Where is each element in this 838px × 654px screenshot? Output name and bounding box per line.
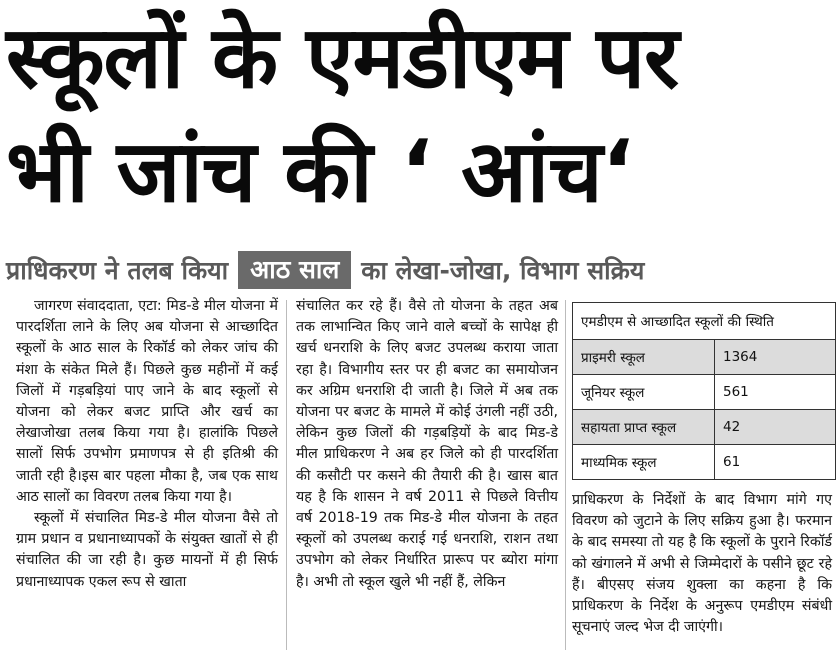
table-cell-value: 42 xyxy=(715,410,836,445)
headline-line-1: स्कूलों के एमडीएम पर xyxy=(6,8,679,108)
table-row xyxy=(573,445,836,480)
article-column-2 xyxy=(296,296,558,593)
table-cell-label: प्राइमरी स्कूल xyxy=(573,340,715,375)
column1-paragraph-2: स्कूलों में संचालित मिड-डे मील योजना वैसे तो ग्राम प्रधान व प्रधानाध्यापकों के संयुक्त खातों से ही संचालित की जा रही है। कुछ मायनों में ही सिर्फ प्रधानाध्यापक एकल रूप से खाता xyxy=(16,510,278,590)
school-status-table xyxy=(572,302,836,480)
subheadline-after: का लेखा-जोखा, विभाग सक्रिय xyxy=(361,256,645,285)
column3-paragraph: प्राधिकरण के निर्देशों के बाद विभाग मांगे गए विवरण को जुटाने के लिए सक्रिय हुआ है। फरमान के बाद समस्या तो यह है कि स्कूलों के पुराने रिकॉर्ड को खंगालने में अभी से जिम्मेदारों के पसीने छूट रहे हैं। बीएसए संजय शुक्ला का कहना है कि प्राधिकरण के निर्देश के अनुरूप एमडीएम संबंधी सूचनाएं जल्द भेज दी जाएंगी। xyxy=(572,492,832,636)
subheadline-before: प्राधिकरण ने तलब किया xyxy=(6,256,229,285)
table-header-row xyxy=(573,303,836,340)
table-row xyxy=(573,375,836,410)
subheadline xyxy=(6,250,832,290)
article-column-3 xyxy=(572,490,832,638)
table-cell-value: 1364 xyxy=(715,340,836,375)
table-cell-value: 561 xyxy=(715,375,836,410)
headline-line-2: भी जांच की ‘ आंच‘ xyxy=(6,122,634,222)
column-divider xyxy=(286,300,287,650)
table-cell-label: जूनियर स्कूल xyxy=(573,375,715,410)
table-cell-label: माध्यमिक स्कूल xyxy=(573,445,715,480)
subheadline-highlight: आठ साल xyxy=(238,251,351,289)
table-row xyxy=(573,410,836,445)
column-divider xyxy=(565,300,566,650)
table-row xyxy=(573,340,836,375)
article-column-1 xyxy=(16,296,278,593)
table-cell-label: सहायता प्राप्त स्कूल xyxy=(573,410,715,445)
column1-paragraph-1: जागरण संवाददाता, एटा: मिड-डे मील योजना में पारदर्शिता लाने के लिए अब योजना से आच्छादित स्कूलों के आठ साल के रिकॉर्ड को लेकर जांच की मंशा के संकेत मिले हैं। पिछले कुछ महीनों में कई जिलों में गड़बड़ियां पाए जाने के बाद स्कूलों से योजना को लेकर बजट प्राप्ति और खर्च का लेखाजोखा तलब किया गया है। हालांकि पिछले सालों सिर्फ उपभोग प्रमाणपत्र से ही इतिश्री की जाती रही है।इस बार पहला मौका है, जब एक साथ आठ सालों का विवरण तलब किया गया है। xyxy=(16,298,278,505)
column2-paragraph: संचालित कर रहे हैं। वैसे तो योजना के तहत अब तक लाभान्वित किए जाने वाले बच्चों के सापेक्ष ही खर्च धनराशि के लिए बजट उपलब्ध कराया जाता रहा है। विभागीय स्तर पर ही बजट का समायोजन कर अग्रिम धनराशि दी जाती है। जिले में अब तक योजना पर बजट के मामले में कोई उंगली नहीं उठी, लेकिन कुछ जिलों की गड़बड़ियों के बाद मिड-डे मील प्राधिकरण ने अब हर जिले को ही पारदर्शिता की कसौटी पर कसने की तैयारी की है। खास बात यह है कि शासन ने वर्ष 2011 से पिछले वित्तीय वर्ष 2018-19 तक मिड-डे मील योजना के तहत स्कूलों को उपलब्ध कराई गई धनराशि, राशन तथा उपभोग को लेकर निर्धारित प्रारूप पर ब्योरा मांगा है। अभी तो स्कूल खुले भी नहीं हैं, लेकिन xyxy=(296,298,558,590)
table-title: एमडीएम से आच्छादित स्कूलों की स्थिति xyxy=(573,303,836,340)
table-cell-value: 61 xyxy=(715,445,836,480)
